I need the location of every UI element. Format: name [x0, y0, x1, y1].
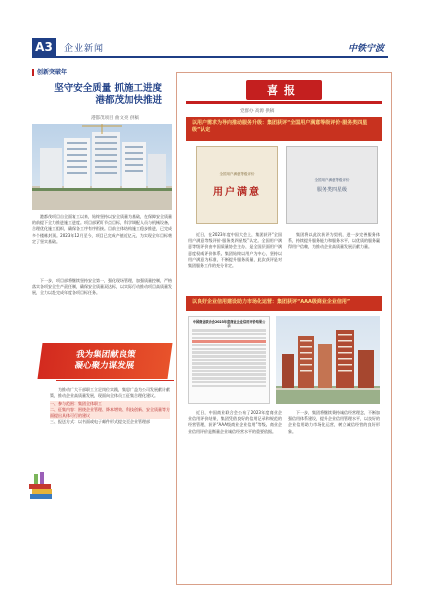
- certificate-title: 全国用户满意等级评价: [219, 172, 255, 176]
- page-number: A3: [32, 38, 56, 56]
- page-header: [32, 38, 388, 58]
- suggestion-notice: [50, 387, 170, 425]
- article-body-1: 港都茂项目自全面复工以来，始终坚持以安全质量为基础，在保障安全质量的前提下全力推进施工进度。项目部紧盯节点目标，科学调配人员与机械设备，合理优化施工组织，确保各工序有序衔接。目前主体结构施工稳步推进，已完成多个楼栋封顶。2023年12月至今，项目已完成产值近亿元，为实现全年目标奠定了坚实基础。: [32, 214, 172, 244]
- credit-announcement-image: [188, 316, 270, 404]
- notice-intro: 为推动广大干部职工立足岗位实践，集思广益为公司发展献计献策，推动企业高质量发展，现面向全体员工征集合理化建议。: [50, 387, 170, 398]
- complex-photo: [276, 316, 380, 404]
- news-headline-2: 以良好企业信用建设助力市场化运营：集团获评“AAA级商业企业信用”: [186, 296, 382, 311]
- news-body-1: 近日，在2023年度中国大会上，集团获评“全国用户满意等级评价·服务类四星级”认定。全国用户满意等级评价由中国质量协会主办，是全国层面用户满意度权威评价体系。集团始终以用户为中心，坚持以用户满意为标准，不断提升服务质量，此次获评是对集团服务工作的充分肯定。: [188, 232, 282, 269]
- notice-item: 三、报送方式：以书面或电子邮件形式提交至企业管理部: [50, 419, 150, 424]
- certificate-main-text: 用户满意: [213, 187, 261, 198]
- notice-item: 一、参与范围：集团全体职工: [50, 401, 170, 407]
- title-rule: [186, 101, 382, 104]
- column-tag: 创新突破年: [32, 67, 67, 76]
- campaign-banner: 我为集团献良策 凝心聚力谋发展: [37, 343, 172, 379]
- news-body-4: 下一步，集团将继续秉持诚信经营理念，不断加强信用体系建设，提升企业信用管理水平，以良好的企业信用助力市场化运营，树立诚信经营的良好形象。: [288, 410, 380, 434]
- plaque-title: 全国用户满意等级评价: [314, 177, 350, 182]
- construction-photo: [32, 124, 172, 210]
- notice-item: 二、征集内容：围绕企业管理、降本增效、科技创新、安全质量等方面提出具体可行的建议: [50, 407, 170, 418]
- good-news-byline: 党群办 高源 供稿: [240, 109, 275, 114]
- plaque-image: [286, 146, 378, 224]
- announcement-title: 中国商业联合会2023年度商业企业信用评价结果公示: [192, 320, 266, 328]
- news-body-3: 近日，中国商业联合会公布了2023年度商业企业信用评价结果，集团凭借良好的信用记录和规范的经营管理，获评“AAA级商业企业信用”等级。商业企业信用评价是衡量企业诚信经营水平的重要依据。: [188, 410, 282, 434]
- plaque-main-text: 服务类四星级: [316, 186, 347, 193]
- good-news-title: 喜报: [246, 80, 322, 100]
- section-title: 企业新闻: [64, 43, 105, 54]
- news-headline-1: 以用户需求为导向推动服务升级：集团获评“全国用户满意等级评价·服务类四星级”认定: [186, 117, 382, 141]
- article-body-2: 下一步，项目部将继续坚持安全第一，强化现场管理，加强质量控制，严格落实各项安全生产责任制，确保安全质量双达标，以实际行动推动项目高质量发展，全力以赴完成年度各项目标任务。: [32, 278, 172, 296]
- books-illustration: [28, 470, 54, 504]
- certificate-image: [196, 146, 278, 224]
- banner-underline: [56, 380, 174, 381]
- news-body-2: 集团将以此次获评为契机，进一步完善服务体系，持续提升服务能力和服务水平，以优质的服务赢得用户信赖，为推动企业高质量发展贡献力量。: [288, 232, 380, 250]
- newspaper-logo: 中铁宁波: [347, 43, 384, 54]
- article-headline: 坚守安全质量 抓施工进度 港都茂加快推进: [54, 83, 162, 106]
- article-byline: 港都茂项目 曲文亮 供稿: [91, 116, 139, 121]
